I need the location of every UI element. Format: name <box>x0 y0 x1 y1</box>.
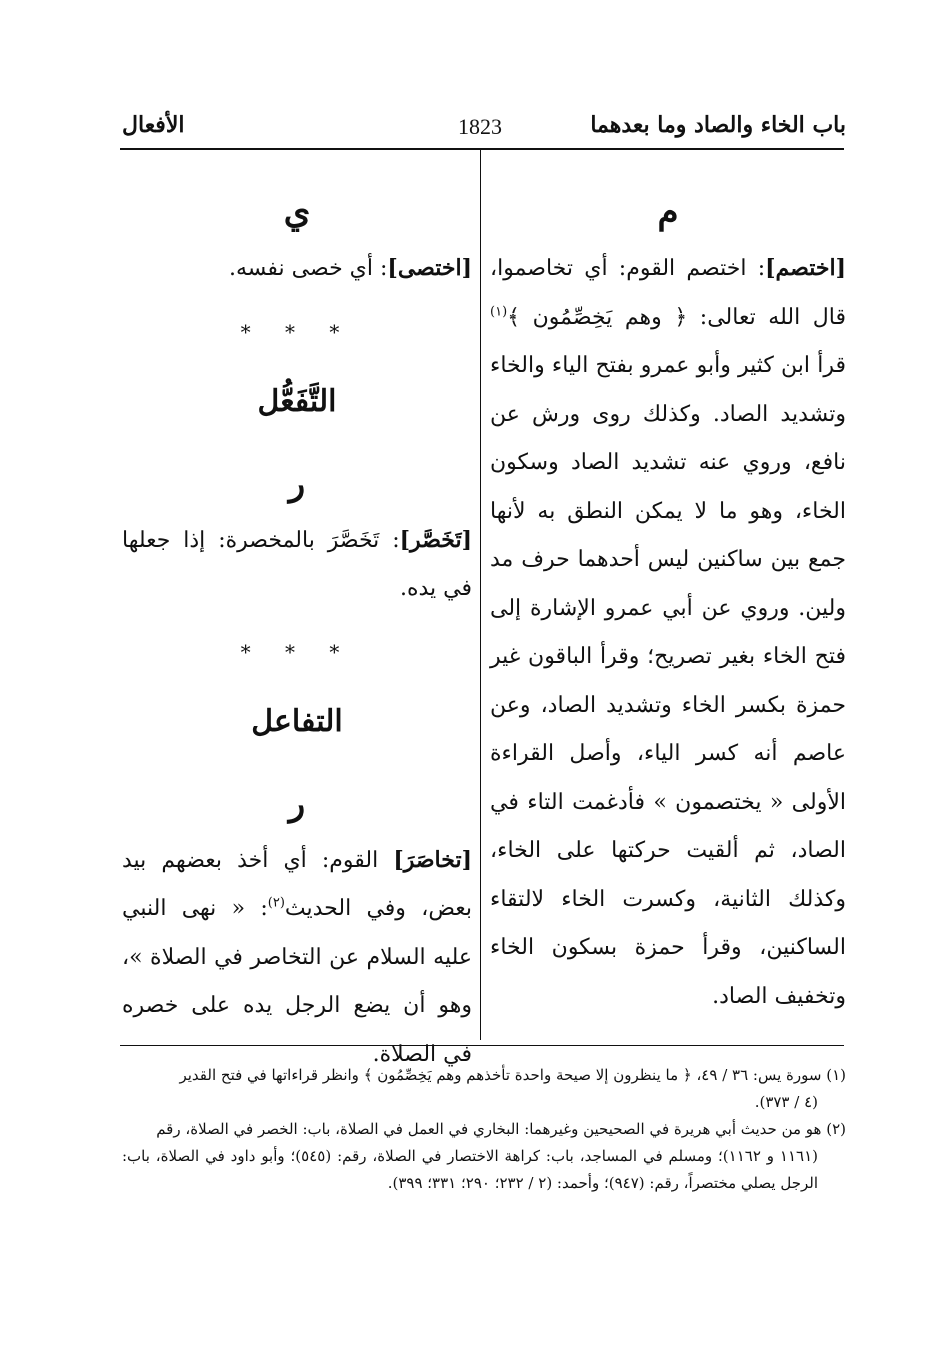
entry-term: [تخاصَرَ] <box>393 846 472 873</box>
section-separator: * * * <box>240 319 354 344</box>
root-letter-mim: م <box>657 192 679 232</box>
entry-text-continued: قرأ ابن كثير وأبو عمرو بفتح الياء والخاء وتشديد الصاد. وكذلك روى ورش عن نافع، وروي عنه تشديد الصاد وسكون الخاء، وهو ما لا يمكن النطق به لأنها جمع بين ساكنين ليس أحدهما حرف مد ولين. وروي عن أبي عمرو الإشارة إلى فتح الخاء بغير تصريح؛ وقرأ الباقون غير حمزة بكسر الخاء وتشديد الصاد، وعن عاصم أنه كسر الياء، وأصل القراءة الأولى « يختصمون » فأدغمت التاء في الصاد، ثم ألقيت حركتها على الخاء، وكذلك الثانية، وكسرت الخاء لالتقاء الساكنين، وقرأ حمزة بسكون الخاء وتخفيف الصاد. <box>490 353 846 1009</box>
left-column <box>122 180 472 1079</box>
entry-text: : تَخَصَّرَ بالمخصرة: إذا جعلها في يده. <box>122 527 472 601</box>
page-number: 1823 <box>458 114 502 139</box>
root-letter-ya: ي <box>283 192 311 232</box>
entry-takhassara <box>122 516 472 614</box>
entry-term: [تَخَصَّر] <box>399 526 472 553</box>
entry-term: [اختصم] <box>765 255 846 281</box>
footnote-rule <box>120 1045 844 1046</box>
header-rule <box>120 148 844 150</box>
column-divider <box>480 150 481 1040</box>
entry-takhasara <box>122 836 472 1080</box>
right-column <box>490 180 846 1021</box>
footnote-2-continued: (١١٦١ و ١١٦٢)؛ ومسلم في المساجد، باب: كراهة الاختصار في الصلاة، رقم: (٥٤٥)؛ وأبو داود في الصلاة، باب: الرجل يصلي مختصراً، رقم: (٩٤٧)؛ وأحمد: (٢ / ٢٣٢؛ ٢٩٠؛ ٣٣١؛ ٣٩٩). <box>122 1147 819 1192</box>
footnotes <box>122 1062 846 1197</box>
section-separator: * * * <box>240 639 354 664</box>
section-title-tafaaul: التفاعل <box>251 703 343 739</box>
entry-text-continued: : « نهى النبي عليه السلام عن التخاصر في الصلاة »، وهو أن يضع الرجل يده على خصره في الصلاة. <box>122 896 472 1067</box>
entry-text: القوم: أي أخذ بعضهم بيد بعض، وفي الحديث <box>122 847 473 921</box>
chapter-header: باب الخاء والصاد وما بعدهما <box>590 112 846 138</box>
entry-text: : أي خصى نفسه. <box>229 256 388 281</box>
entry-text: : اختصم القوم: أي تخاصموا، قال الله تعالى: ﴿ وهم يَخِصِّمُون ﴾ <box>490 256 846 330</box>
entry-ikhtasama <box>490 244 846 1021</box>
root-letter-ra: ر <box>288 783 306 824</box>
section-title-tafaul: التَّفَعُّل <box>257 383 337 419</box>
footnote-1: (١) سورة يس: ٣٦ / ٤٩، ﴿ ما ينظرون إلا صيحة واحدة تأخذهم وهم يَخِصِّمُون ﴾ وانظر قراءاتها في فتح القدير <box>179 1066 846 1084</box>
footnote-ref-1: (١) <box>490 304 508 320</box>
footnote-2: (٢) هو من حديث أبي هريرة في الصحيحين وغيرهما: البخاري في العمل في الصلاة، باب: الخصر في الصلاة، رقم <box>156 1120 846 1138</box>
entry-term: [اختصى] <box>387 255 472 281</box>
root-letter-ra: ر <box>288 463 306 504</box>
section-header: الأفعال <box>122 112 185 138</box>
footnote-ref-2: (٢) <box>267 895 285 911</box>
footnote-1-continued: (٤ / ٣٧٣). <box>754 1093 818 1111</box>
entry-ikhtasa <box>122 244 472 294</box>
